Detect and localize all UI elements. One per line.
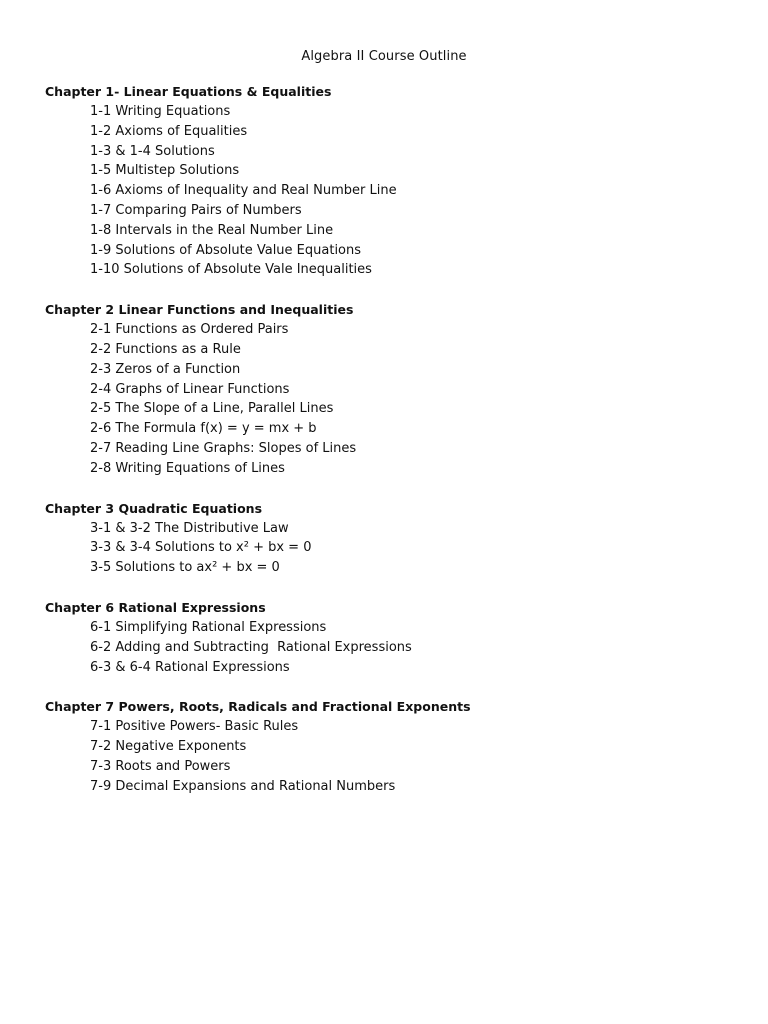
chapter-heading: Chapter 7 Powers, Roots, Radicals and Fractional Exponents: [45, 699, 471, 715]
chapter-2: [45, 301, 745, 479]
lesson-list: [45, 520, 745, 579]
chapter-heading: Chapter 1- Linear Equations & Equalities: [45, 84, 332, 99]
lesson-item: 7-1 Positive Powers- Basic Rules: [90, 719, 299, 735]
lesson-item: 2-1 Functions as Ordered Pairs: [90, 322, 289, 338]
lesson-item: 6-3 & 6-4 Rational Expressions: [90, 659, 290, 675]
chapter-heading: Chapter 3 Quadratic Equations: [45, 500, 263, 516]
lesson-item: 3-1 & 3-2 The Distributive Law: [90, 520, 289, 536]
lesson-item: 1-5 Multistep Solutions: [90, 163, 240, 179]
lesson-item: 1-3 & 1-4 Solutions: [90, 143, 215, 159]
chapter-heading: Chapter 2 Linear Functions and Inequalities: [45, 302, 354, 318]
lesson-item: 3-5 Solutions to ax² + bx = 0: [90, 560, 280, 576]
lesson-list: [45, 103, 745, 281]
lesson-item: 1-2 Axioms of Equalities: [90, 123, 248, 139]
lesson-item: 1-7 Comparing Pairs of Numbers: [90, 202, 302, 218]
lesson-item: 1-9 Solutions of Absolute Value Equations: [90, 242, 362, 258]
chapter-6: [45, 599, 745, 678]
lesson-item: 2-3 Zeros of a Function: [90, 361, 241, 377]
lesson-item: 2-2 Functions as a Rule: [90, 341, 241, 357]
lesson-item: 2-5 The Slope of a Line, Parallel Lines: [90, 401, 334, 417]
lesson-item: 2-7 Reading Line Graphs: Slopes of Lines: [90, 440, 357, 456]
lesson-item: 2-8 Writing Equations of Lines: [90, 460, 285, 476]
lesson-item: 7-9 Decimal Expansions and Rational Numbers: [90, 778, 396, 794]
document-title: Algebra II Course Outline: [301, 49, 467, 64]
lesson-item: 1-8 Intervals in the Real Number Line: [90, 222, 334, 238]
chapter-3: [45, 500, 745, 579]
lesson-item: 7-2 Negative Exponents: [90, 739, 247, 755]
lesson-item: 2-6 The Formula f(x) = y = mx + b: [90, 421, 317, 437]
lesson-list: [45, 718, 745, 797]
lesson-item: 6-2 Adding and Subtracting Rational Expressions: [90, 639, 412, 655]
chapter-heading: Chapter 6 Rational Expressions: [45, 599, 266, 615]
lesson-item: 2-4 Graphs of Linear Functions: [90, 381, 290, 397]
lesson-list: [45, 321, 745, 479]
chapter-list: [45, 83, 745, 818]
chapter-1: [45, 83, 745, 281]
lesson-list: [45, 619, 745, 678]
lesson-item: 1-6 Axioms of Inequality and Real Number Line: [90, 183, 397, 199]
lesson-item: 1-1 Writing Equations: [90, 104, 231, 119]
chapter-7: [45, 698, 745, 797]
lesson-item: 6-1 Simplifying Rational Expressions: [90, 619, 327, 635]
lesson-item: 3-3 & 3-4 Solutions to x² + bx = 0: [90, 540, 312, 556]
lesson-item: 7-3 Roots and Powers: [90, 758, 231, 774]
lesson-item: 1-10 Solutions of Absolute Vale Inequalities: [90, 262, 372, 278]
